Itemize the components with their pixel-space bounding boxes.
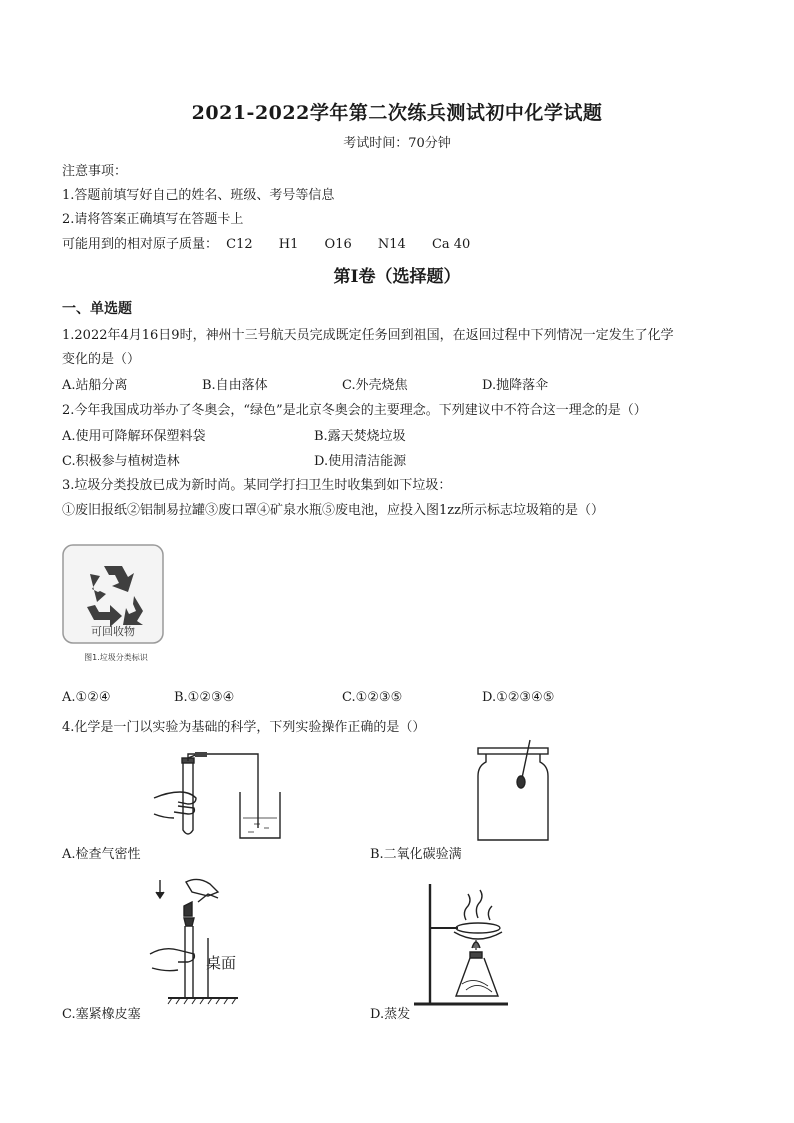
co2-full-check-figure	[472, 738, 572, 846]
atomic-mass-c: C12	[226, 237, 253, 252]
rubber-stopper-figure	[148, 876, 278, 1008]
q1-option-d: D.抛降落伞	[482, 378, 549, 393]
atomic-mass-ca: Ca 40	[431, 237, 471, 252]
q2-option-b: B.露天焚烧垃圾	[314, 429, 406, 444]
q1-stem-line2: 变化的是（）	[62, 352, 141, 367]
atomic-mass-o: O16	[324, 237, 352, 252]
q1-option-c: C.外壳烧焦	[342, 378, 408, 393]
steam-icon	[464, 890, 492, 920]
q3-stem-line1: 3.垃圾分类投放已成为新时尚。某同学打扫卫生时收集到如下垃圾：	[62, 478, 452, 493]
airtightness-check-figure	[148, 752, 288, 844]
atomic-mass-line	[62, 233, 492, 252]
notice-item-2: 2.请将答案正确填写在答题卡上	[62, 212, 244, 227]
q2-stem: 2.今年我国成功举办了冬奥会，“绿色”是北京冬奥会的主要理念。下列建议中不符合这一理念的是（）	[62, 403, 647, 418]
recycle-sign-figure	[62, 544, 172, 664]
q4-option-c: C.塞紧橡皮塞	[62, 1007, 141, 1022]
q3-option-a: A.①②④	[62, 690, 111, 705]
evaporation-figure	[408, 880, 538, 1010]
q3-option-b: B.①②③④	[174, 690, 235, 705]
q1-option-a: A.站船分离	[62, 378, 128, 393]
burning-stick-icon	[522, 740, 530, 778]
q4-option-d: D.蒸发	[370, 1007, 411, 1022]
part-title: 第I卷（选择题）	[333, 267, 461, 287]
exam-time: 考试时间：70分钟	[343, 136, 451, 151]
q2-option-d: D.使用清洁能源	[314, 454, 407, 469]
q3-stem-line2: ①废旧报纸②铝制易拉罐③废口罩④矿泉水瓶⑤废电池，应投入图1zz所示标志垃圾箱的是（）	[62, 503, 604, 518]
atomic-mass-h: H1	[278, 237, 299, 252]
desk-label: 桌面	[206, 954, 237, 972]
q3-option-c: C.①②③⑤	[342, 690, 403, 705]
atomic-mass-label: 可能用到的相对原子质量：	[62, 237, 219, 252]
q4-option-b: B.二氧化碳验满	[370, 847, 462, 862]
notice-item-1: 1.答题前填写好自己的姓名、班级、考号等信息	[62, 188, 335, 203]
q1-stem-line1: 1.2022年4月16日9时，神州十三号航天员完成既定任务回到祖国，在返回过程中下列情况一定发生了化学	[62, 328, 674, 343]
q4-option-a: A.检查气密性	[62, 847, 141, 862]
q2-option-c: C.积极参与植树造林	[62, 454, 180, 469]
q4-stem: 4.化学是一门以实验为基础的科学，下列实验操作正确的是（）	[62, 720, 426, 735]
recycle-figure-caption: 图1.垃圾分类标识	[84, 653, 148, 662]
section-heading: 一、单选题	[62, 301, 132, 317]
q1-option-b: B.自由落体	[202, 378, 268, 393]
atomic-mass-n: N14	[377, 237, 406, 252]
hand-icon	[154, 792, 196, 818]
recycle-sign-label: 可回收物	[91, 625, 135, 638]
paper-title: 2021-2022学年第二次练兵测试初中化学试题	[191, 102, 603, 124]
q2-option-a: A.使用可降解环保塑料袋	[62, 429, 206, 444]
q3-option-d: D.①②③④⑤	[482, 690, 555, 705]
hand-icon	[150, 949, 194, 971]
notice-heading: 注意事项：	[62, 164, 128, 179]
